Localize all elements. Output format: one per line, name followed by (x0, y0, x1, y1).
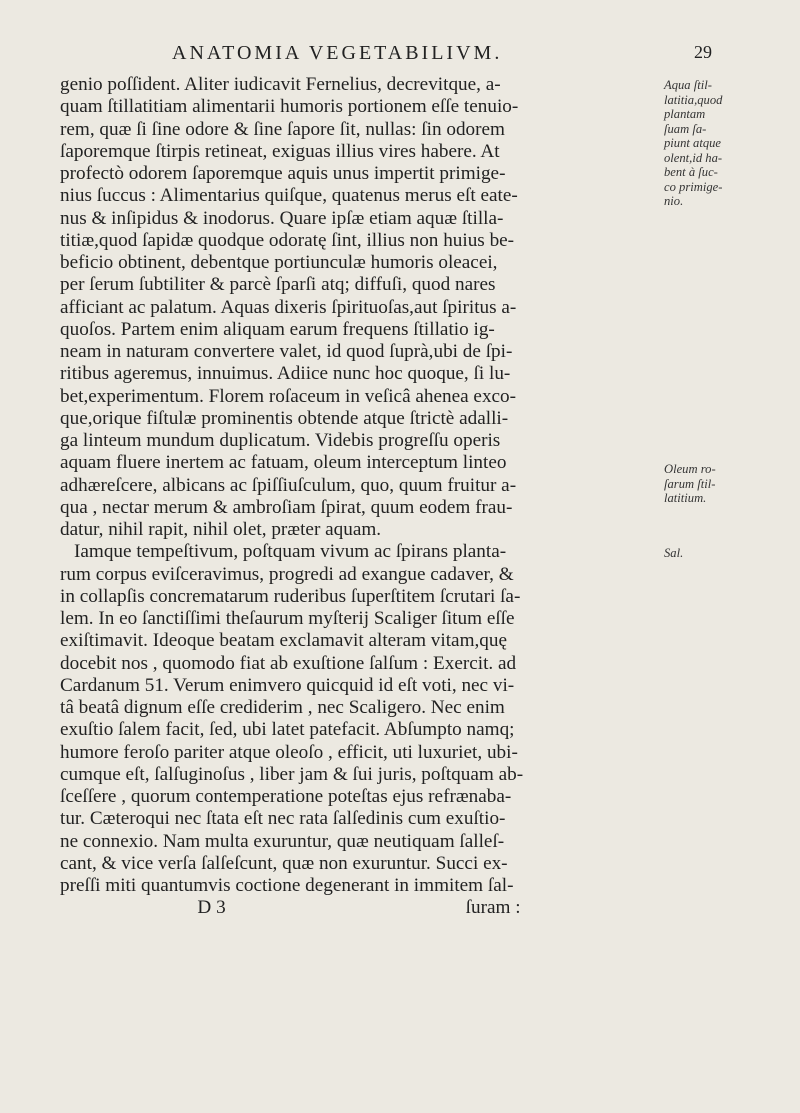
marginal-note-line: ſuam ſa- (664, 121, 707, 136)
marginal-note (664, 78, 796, 209)
text-line: preſſi miti quantumvis coctione degenerant in immitem ſal- (60, 875, 514, 896)
text-line: quam ſtillatitiam alimentarii humoris portionem eſſe tenuio- (60, 96, 519, 118)
paragraph-start-line: Iamque tempeſtivum, poſtquam vivum ac ſpirans planta- (74, 541, 507, 563)
text-line: datur, nihil rapit, nihil olet, præter aquam. (60, 519, 382, 540)
text-line: ga linteum mundum duplicatum. Videbis progreſſu operis (60, 430, 501, 451)
marginal-note-line: ſarum ſtil- (664, 476, 716, 491)
text-line: beficio obtinent, debentque portiunculæ humoris oleacei, (60, 252, 498, 273)
marginal-note-line: Aqua ſtil- (664, 78, 712, 92)
text-line: exuſtio ſalem facit, ſed, ubi latet patefacit. Abſumpto namq; (60, 719, 515, 741)
text-line: cumque eſt, ſalſuginoſus , liber jam & ſui juris, poſtquam ab- (60, 763, 524, 785)
text-line: docebit nos , quomodo fiat ab exuſtione ſalſum : Exercit. ad (60, 652, 517, 674)
text-line: rum corpus eviſceravimus, progredi ad exangue cadaver, & (60, 563, 514, 585)
running-header (172, 42, 712, 72)
text-line: quoſos. Partem enim aliquam earum frequens ſtillatio ig- (60, 318, 495, 340)
running-title: ANATOMIA VEGETABILIVM. (172, 42, 503, 64)
marginal-note-line: plantam (664, 107, 706, 121)
text-line: cant, & vice verſa ſalſeſcunt, quæ non exuruntur. Succi ex- (60, 852, 508, 874)
text-line: humore feroſo pariter atque oleoſo , efficit, uti luxuriet, ubi- (60, 741, 518, 763)
text-line: per ſerum ſubtiliter & parcè ſparſi atq; diffuſi, quod nares (60, 274, 496, 296)
footer-line (60, 897, 658, 919)
text-line: ſceſſere , quorum contemperatione poteſtas ejus refrænaba- (60, 786, 512, 807)
page-number: 29 (694, 42, 712, 62)
text-line: genio poſſident. Aliter iudicavit Fernelius, decrevitque, a- (60, 74, 501, 95)
text-line: nius ſuccus : Alimentarius quiſque, quatenus merus eſt eate- (60, 185, 518, 207)
main-text-block (60, 74, 658, 920)
marginal-note-line: bent à ſuc- (664, 165, 718, 179)
text-line: in collapſis concrematarum ruderibus ſuperſtitem ſcrutari ſa- (60, 585, 521, 607)
text-line: Cardanum 51. Verum enimvero quicquid id eſt voti, nec vi- (60, 674, 515, 696)
signature-mark: D 3 (197, 897, 226, 919)
text-line: qua , nectar merum & ambroſiam ſpirat, quum eodem frau- (60, 496, 513, 518)
text-line: profectò odorem ſaporemque aquis unus impertit primige- (60, 163, 506, 184)
catchword: ſuram : (465, 897, 521, 919)
marginal-note-line: Oleum ro- (664, 462, 716, 476)
marginal-note (664, 546, 796, 561)
text-line: neam in naturam convertere valet, id quod ſuprà,ubi de ſpi- (60, 341, 513, 362)
text-line: tur. Cæteroqui nec ſtata eſt nec rata ſalſedinis cum exuſtio- (60, 808, 506, 830)
text-line: ne connexio. Nam multa exuruntur, quæ neutiquam ſalleſ- (60, 830, 505, 852)
text-line: rem, quæ ſi ſine odore & ſine ſapore ſit, nullas: ſin odorem (60, 118, 505, 140)
text-line: nus & inſipidus & inodorus. Quare ipſæ etiam aquæ ſtilla- (60, 207, 504, 229)
marginal-note-line: Sal. (664, 546, 684, 560)
text-line: bet,experimentum. Florem roſaceum in veſicâ ahenea exco- (60, 385, 517, 407)
marginal-note (664, 462, 796, 506)
text-line: exiſtimavit. Ideoque beatam exclamavit alteram vitam,quę (60, 630, 507, 652)
text-line: tâ beatâ dignum eſſe crediderim , nec Scaligero. Nec enim (60, 697, 505, 718)
marginal-note-line: piunt atque (664, 136, 722, 150)
text-line: titiæ,quod ſapidæ quodque odoratę ſint, illius non huius be- (60, 229, 515, 251)
text-line: aquam fluere inertem ac fatuam, oleum interceptum linteo (60, 452, 507, 474)
marginal-note-line: latitium. (664, 491, 707, 505)
text-line: ritibus ageremus, innuimus. Adiice nunc hoc quoque, ſi lu- (60, 363, 511, 385)
text-line: ſaporemque ſtirpis retineat, exiguas illius vires habere. At (60, 140, 500, 162)
marginal-note-line: olent,id ha- (664, 150, 723, 165)
marginal-note-line: co primige- (664, 179, 723, 194)
marginal-note-line: latitia,quod (664, 92, 723, 107)
text-line: afficiant ac palatum. Aquas dixeris ſpirituoſas,aut ſpiritus a- (60, 296, 517, 318)
marginal-note-line: nio. (664, 194, 684, 208)
text-line: lem. In eo ſanctiſſimi theſaurum myſterij Scaliger ſitum eſſe (60, 608, 515, 629)
text-line: que,orique fiſtulæ prominentis obtende atque ſtrictè adalli- (60, 407, 509, 429)
text-line: adhæreſcere, albicans ac ſpiſſiuſculum, quo, quum fruitur a- (60, 474, 517, 496)
